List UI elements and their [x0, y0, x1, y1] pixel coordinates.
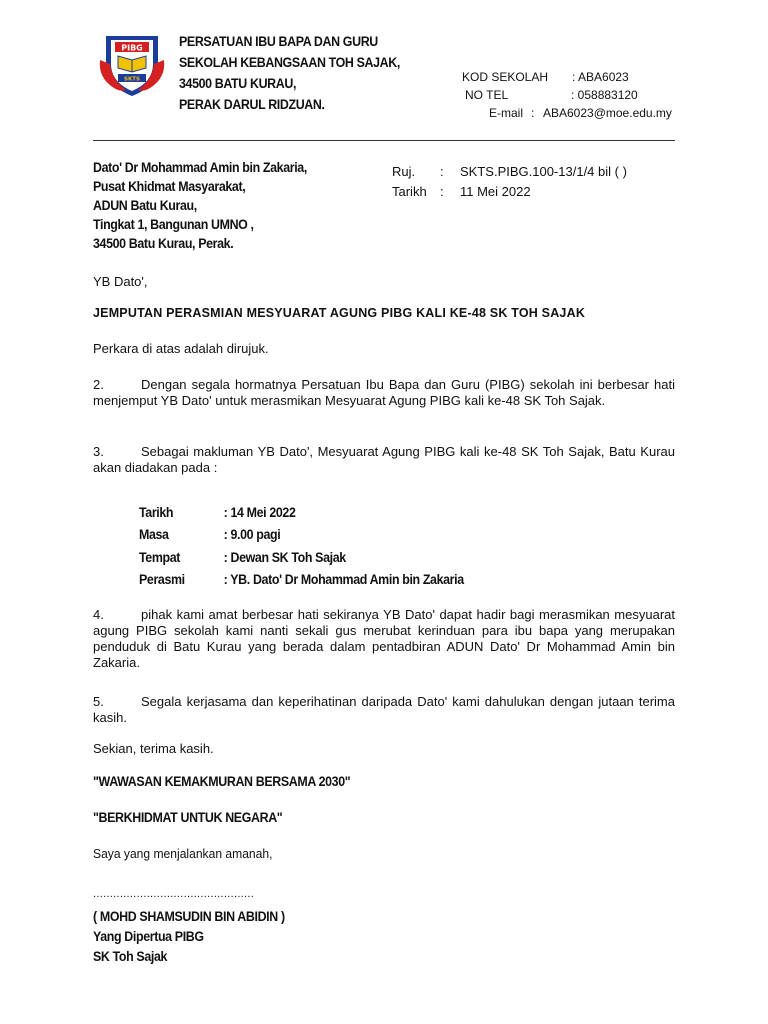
- paragraph-number: 4.: [93, 607, 104, 622]
- paragraph-1: Perkara di atas adalah dirujuk.: [93, 341, 269, 356]
- recipient-line: Pusat Khidmat Masyarakat,: [93, 179, 246, 194]
- detail-label: Masa: [139, 527, 169, 543]
- tarikh-row: [392, 182, 627, 202]
- detail-row: [139, 569, 464, 592]
- ruj-row: [392, 162, 627, 182]
- motto-berkhidmat: "BERKHIDMAT UNTUK NEGARA": [93, 810, 283, 825]
- subject-line: JEMPUTAN PERASMIAN MESYUARAT AGUNG PIBG KALI KE-48 SK TOH SAJAK: [93, 306, 586, 320]
- closing: Sekian, terima kasih.: [93, 741, 214, 756]
- paragraph-3: [93, 444, 675, 476]
- recipient-line: Tingkat 1, Bangunan UMNO ,: [93, 217, 254, 232]
- paragraph-5: [93, 694, 675, 726]
- signature-dots: ................................................: [93, 888, 255, 900]
- paragraph-number: 5.: [93, 694, 104, 709]
- header-line: PERAK DARUL RIDZUAN.: [179, 97, 325, 112]
- paragraph-text: Sebagai makluman YB Dato', Mesyuarat Agung PIBG kali ke-48 SK Toh Sajak, Batu Kurau akan diadakan pada :: [93, 444, 675, 475]
- signer-title: Yang Dipertua PIBG: [93, 929, 204, 944]
- email: [489, 106, 672, 120]
- reference-block: [392, 162, 627, 202]
- svg-text:PIBG: PIBG: [121, 43, 143, 53]
- tarikh-value: 11 Mei 2022: [460, 184, 531, 199]
- email-value: ABA6023@moe.edu.my: [543, 106, 672, 120]
- signer-block: [93, 907, 285, 967]
- recipient-address: [93, 158, 307, 253]
- detail-value: : YB. Dato' Dr Mohammad Amin bin Zakaria: [223, 572, 464, 588]
- recipient-line: ADUN Batu Kurau,: [93, 198, 197, 213]
- no-tel: [465, 88, 638, 102]
- detail-row: [139, 546, 464, 569]
- paragraph-text: Segala kerjasama dan keperihatinan daripada Dato' kami dahulukan dengan jutaan terima kasih.: [93, 694, 675, 725]
- ruj-label: Ruj.: [392, 164, 416, 179]
- tarikh-label: Tarikh: [392, 184, 427, 199]
- kod-sekolah: [462, 70, 629, 84]
- detail-label: Perasmi: [139, 572, 185, 588]
- school-header: [179, 31, 400, 115]
- salutation: YB Dato',: [93, 274, 148, 289]
- header-line: SEKOLAH KEBANGSAAN TOH SAJAK,: [179, 55, 400, 70]
- signer-name: ( MOHD SHAMSUDIN BIN ABIDIN ): [93, 909, 285, 924]
- pibg-logo: [96, 30, 168, 100]
- paragraph-2: [93, 377, 675, 409]
- event-details: [139, 501, 464, 591]
- svg-text:SKTS: SKTS: [124, 76, 140, 83]
- detail-value: : 14 Mei 2022: [223, 504, 296, 520]
- signer-org: SK Toh Sajak: [93, 949, 168, 964]
- tarikh-sep: :: [440, 184, 444, 199]
- tel-label: NO TEL: [465, 88, 509, 102]
- detail-label: Tempat: [139, 549, 181, 565]
- email-label: E-mail: [489, 106, 524, 120]
- paragraph-4: [93, 607, 675, 671]
- sign-intro: Saya yang menjalankan amanah,: [93, 846, 273, 861]
- paragraph-number: 3.: [93, 444, 104, 459]
- ruj-sep: :: [440, 164, 444, 179]
- header-line: PERSATUAN IBU BAPA DAN GURU: [179, 34, 378, 49]
- kod-value: : ABA6023: [572, 70, 629, 84]
- email-sep: :: [531, 106, 535, 120]
- paragraph-text: Dengan segala hormatnya Persatuan Ibu Bapa dan Guru (PIBG) sekolah ini berbesar hati menjemput YB Dato' untuk merasmikan Mesyuarat Agung PIBG kali ke-48 SK Toh Sajak.: [93, 377, 675, 408]
- paragraph-text: pihak kami amat berbesar hati sekiranya YB Dato' dapat hadir bagi merasmikan mesyuarat agung PIBG sekolah kami nanti sekali gus merubat kerinduan para ibu bapa yang merupakan penduduk di Batu Kurau yang berada dalam pentadbiran ADUN Dato' Dr Mohammad Amin bin Zakaria.: [93, 607, 675, 670]
- paragraph-number: 2.: [93, 377, 104, 392]
- detail-row: [139, 501, 464, 524]
- detail-label: Tarikh: [139, 504, 174, 520]
- motto-wawasan: "WAWASAN KEMAKMURAN BERSAMA 2030": [93, 774, 351, 789]
- ruj-value: SKTS.PIBG.100-13/1/4 bil ( ): [460, 164, 627, 179]
- detail-value: : 9.00 pagi: [223, 527, 281, 543]
- detail-value: : Dewan SK Toh Sajak: [223, 549, 346, 565]
- recipient-line: Dato' Dr Mohammad Amin bin Zakaria,: [93, 160, 307, 175]
- tel-value: : 058883120: [571, 88, 638, 102]
- kod-label: KOD SEKOLAH: [462, 70, 549, 84]
- header-line: 34500 BATU KURAU,: [179, 76, 297, 91]
- recipient-line: 34500 Batu Kurau, Perak.: [93, 236, 234, 251]
- detail-row: [139, 524, 464, 547]
- header-divider: [93, 140, 675, 141]
